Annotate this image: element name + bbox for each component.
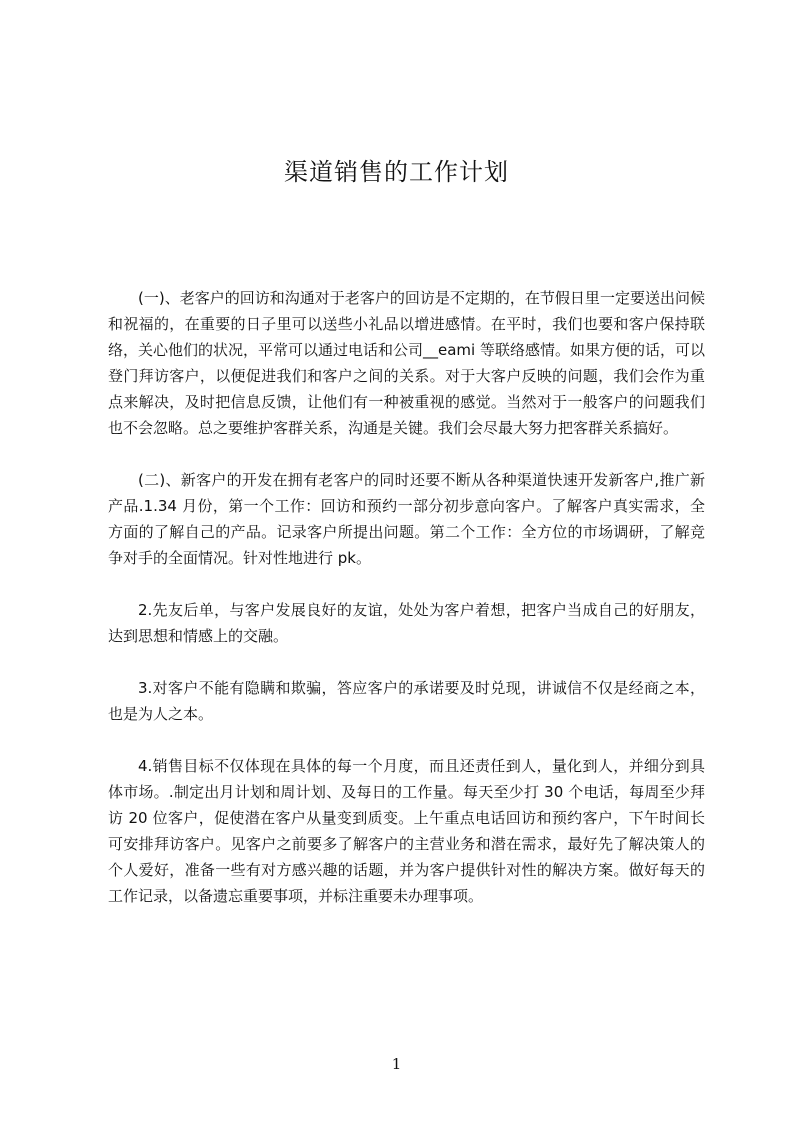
paragraph-friendship-first: 2.先友后单，与客户发展良好的友谊，处处为客户着想，把客户当成自己的好朋友，达到思想和情感上的交融。 [108, 601, 705, 645]
page-number: 1 [391, 1055, 402, 1073]
document-title: 渠道销售的工作计划 [284, 158, 509, 187]
paragraph-new-customers: (二)、新客户的开发在拥有老客户的同时还要不断从各种渠道快速开发新客户,推广新产品.1.34 月份，第一个工作：回访和预约一部分初步意向客户。了解客户真实需求，全方面的了解自己的产品。记录客户所提出问题。第二个工作：全方位的市场调研，了解竞争对手的全面情况。针对性地进行 pk。 [108, 471, 705, 567]
paragraph-old-customers: (一)、老客户的回访和沟通对于老客户的回访是不定期的，在节假日里一定要送出问候和祝福的，在重要的日子里可以送些小礼品以增进感情。在平时，我们也要和客户保持联络，关心他们的状况，平常可以通过电话和公司__eami 等联络感情。如果方便的话，可以登门拜访客户，以便促进我们和客户之间的关系。对于大客户反映的问题，我们会作为重点来解决，及时把信息反馈，让他们有一种被重视的感觉。当然对于一般客户的问题我们也不会忽略。总之要维护客群关系，沟通是关键。我们会尽最大努力把客群关系搞好。 [108, 289, 705, 437]
paragraph-honesty: 3.对客户不能有隐瞒和欺骗，答应客户的承诺要及时兑现，讲诚信不仅是经商之本，也是为人之本。 [108, 679, 705, 723]
paragraph-sales-targets: 4.销售目标不仅体现在具体的每一个月度，而且还责任到人，量化到人，并细分到具体市场。.制定出月计划和周计划、及每日的工作量。每天至少打 30 个电话，每周至少拜访 20 位客户，促使潜在客户从量变到质变。上午重点电话回访和预约客户，下午时间长可安排拜访客户。见客户之前要多了解客户的主营业务和潜在需求，最好先了解决策人的个人爱好，准备一些有对方感兴趣的话题，并为客户提供针对性的解决方案。做好每天的工作记录，以备遗忘重要事项，并标注重要未办理事项。 [108, 757, 705, 905]
document-body [108, 285, 705, 935]
